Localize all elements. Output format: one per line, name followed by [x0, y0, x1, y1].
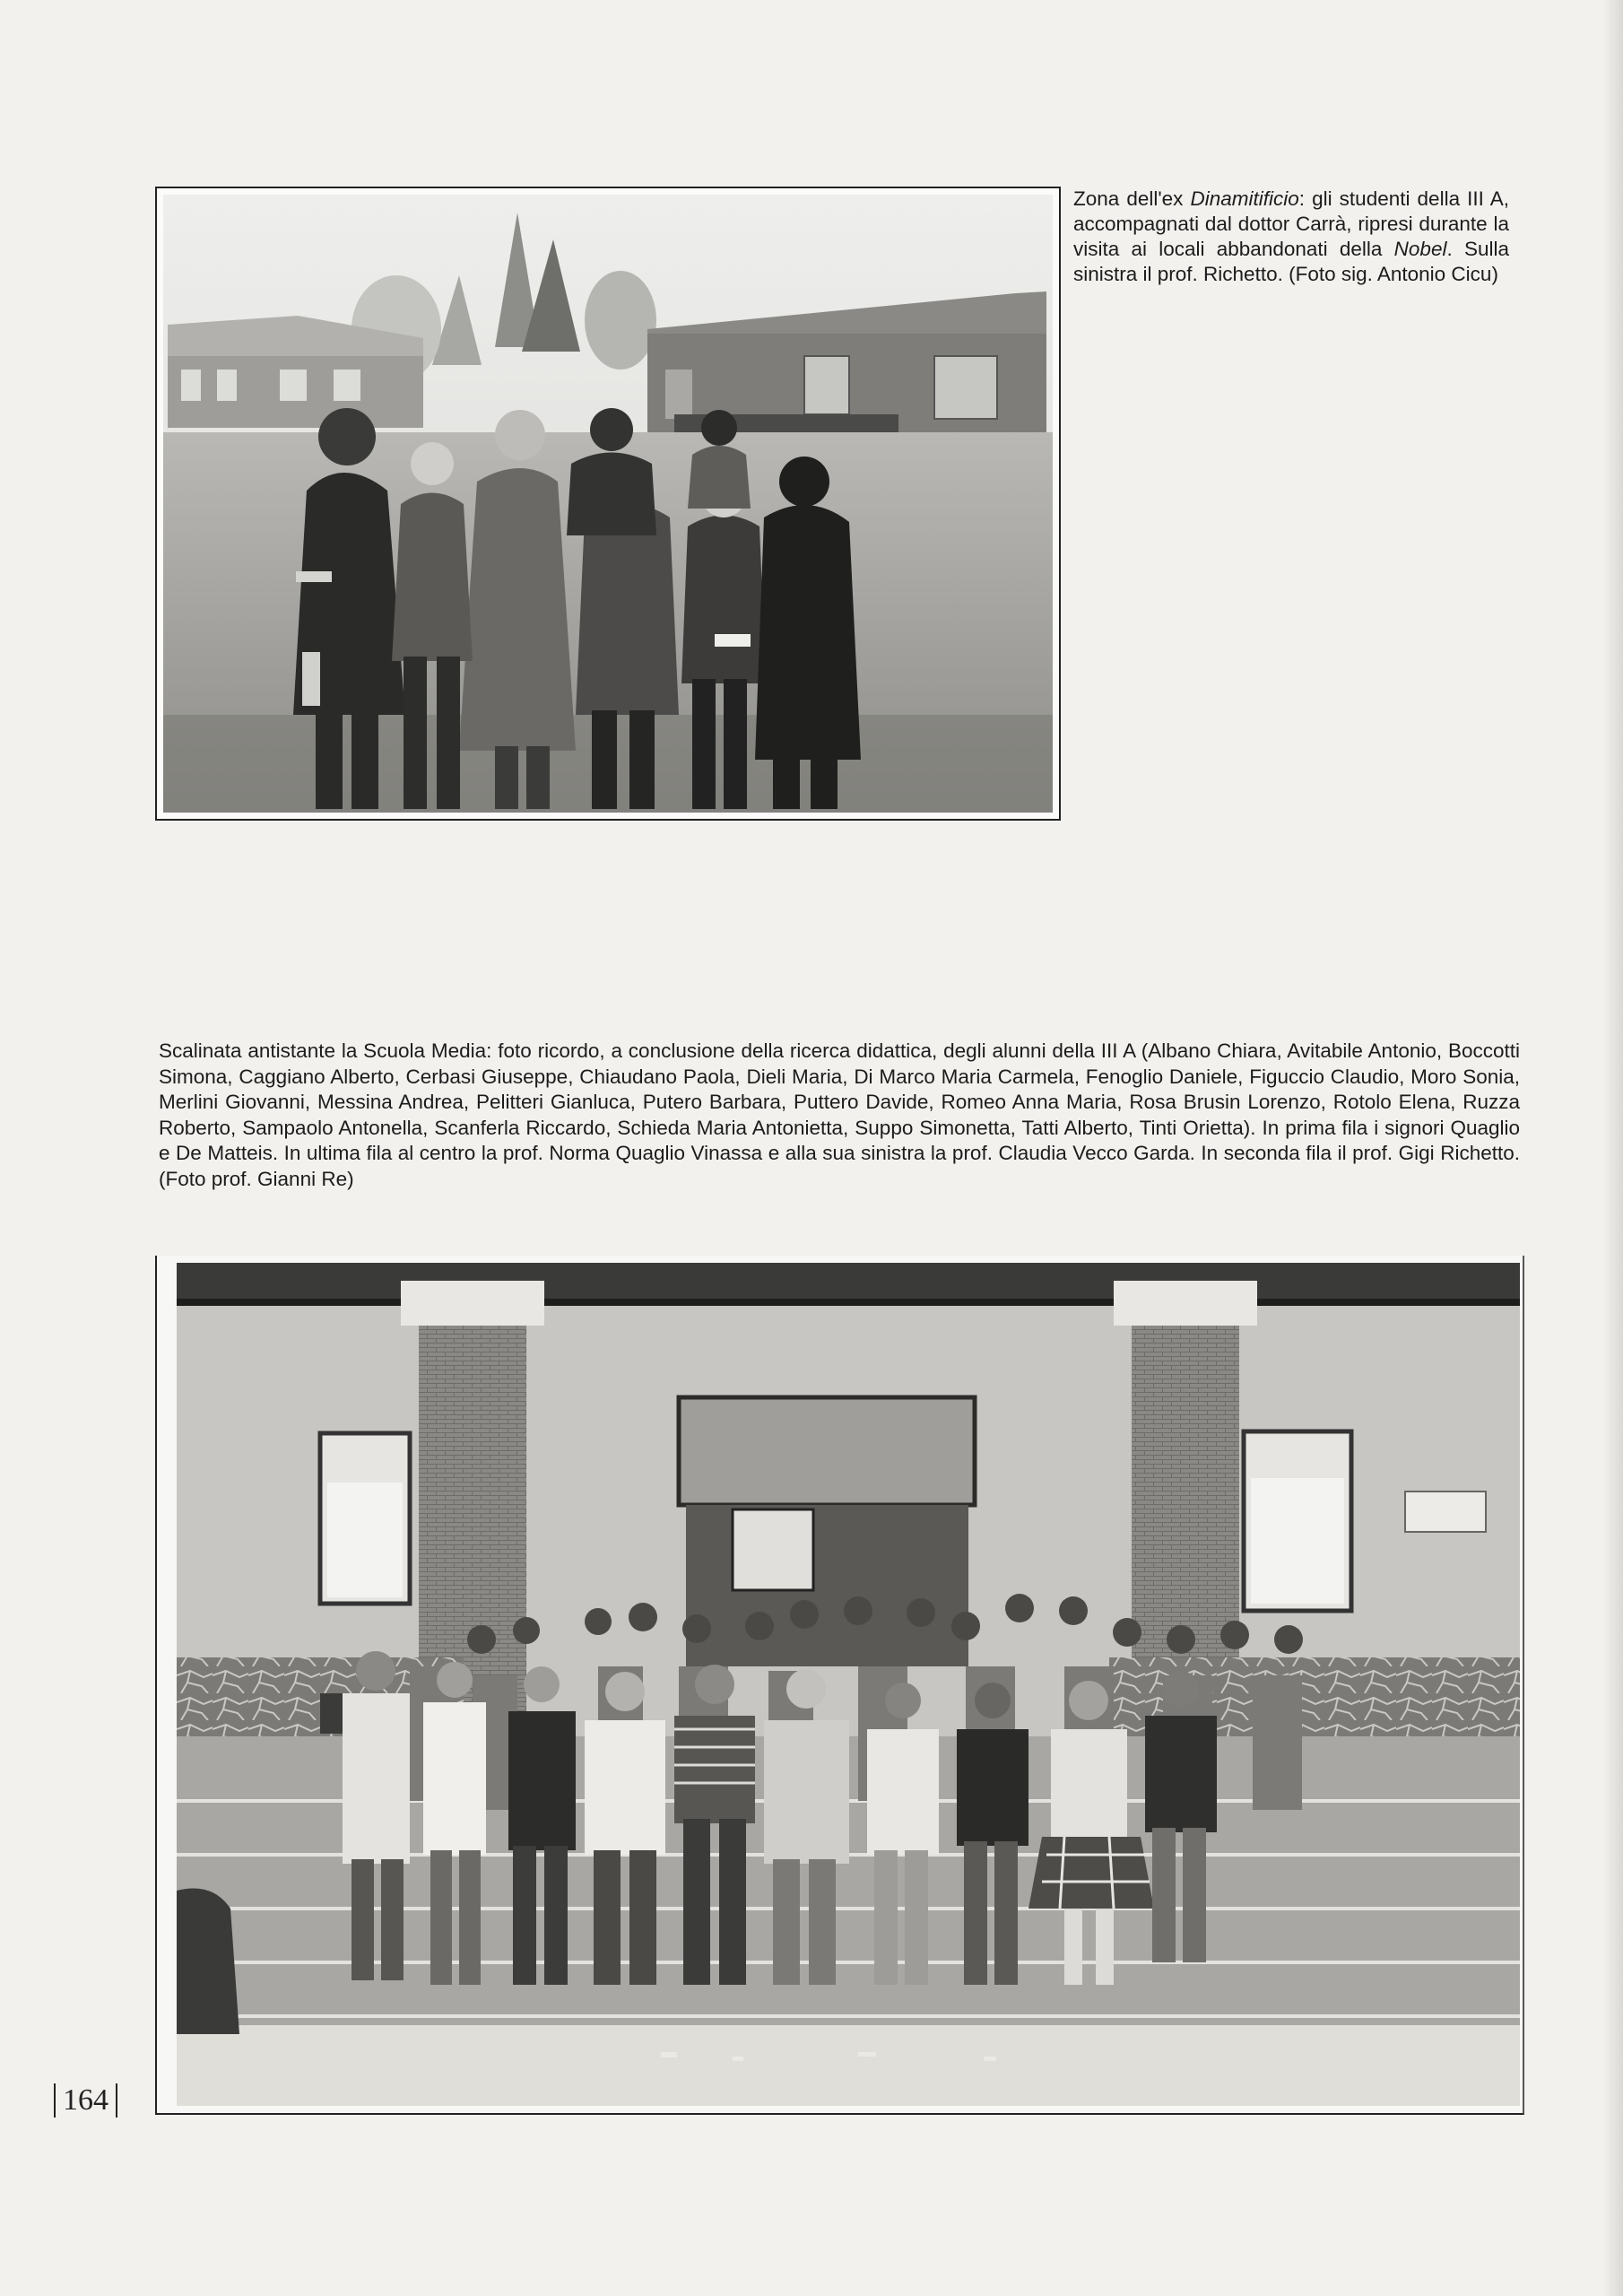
caption-text-segment: . Sulla sinistra il prof. Richetto. (Foto sig. Antonio Cicu): [1073, 238, 1509, 285]
photo-dinamitificio-image: [163, 195, 1053, 813]
page-edge-shadow: [1603, 0, 1623, 2296]
caption-italic-segment: Dinamitificio: [1190, 187, 1299, 210]
page-number-text: 164: [63, 2083, 108, 2117]
photo1-caption: [1073, 187, 1509, 287]
folio-bar-right: [116, 2083, 117, 2118]
photo-dinamitificio-visit: [155, 187, 1061, 821]
caption-text-segment: : gli studenti della III A, accompagnati dal dottor Carrà, ripresi durante la visita ai locali abbandonati della: [1073, 187, 1509, 260]
photo-scuola-media-image: [177, 1263, 1520, 2106]
caption-text-segment: Zona dell'ex: [1073, 187, 1191, 210]
photo1-caption-text: [1073, 187, 1509, 287]
photo2-caption: [159, 1039, 1520, 1192]
photo-scuola-media-group: [155, 1256, 1524, 2115]
page-number: [47, 2084, 125, 2117]
caption-italic-segment: Nobel: [1393, 238, 1447, 260]
folio-bar-left: [54, 2083, 56, 2118]
photo2-caption-text: Scalinata antistante la Scuola Media: foto ricordo, a conclusione della ricerca didattica, degli alunni della III A (Albano Chiara, Avitabile Antonio, Boccotti Simona, Caggiano Alberto, Cerbasi Giuseppe, Chiaudano Paola, Dieli Maria, Di Marco Maria Carmela, Fenoglio Daniele, Figuccio Claudio, Moro Sonia, Merlini Giovanni, Messina Andrea, Pelitteri Gianluca, Putero Barbara, Puttero Davide, Romeo Anna Maria, Rosa Brusin Lorenzo, Rotolo Elena, Ruzza Roberto, Sampaolo Antonella, Scanferla Riccardo, Schieda Maria Antonietta, Suppo Simonetta, Tatti Alberto, Tinti Orietta). In prima fila i signori Quaglio e De Matteis. In ultima fila al centro la prof. Norma Quaglio Vinassa e alla sua sinistra la prof. Claudia Vecco Garda. In seconda fila il prof. Gigi Richetto. (Foto prof. Gianni Re): [159, 1039, 1520, 1190]
